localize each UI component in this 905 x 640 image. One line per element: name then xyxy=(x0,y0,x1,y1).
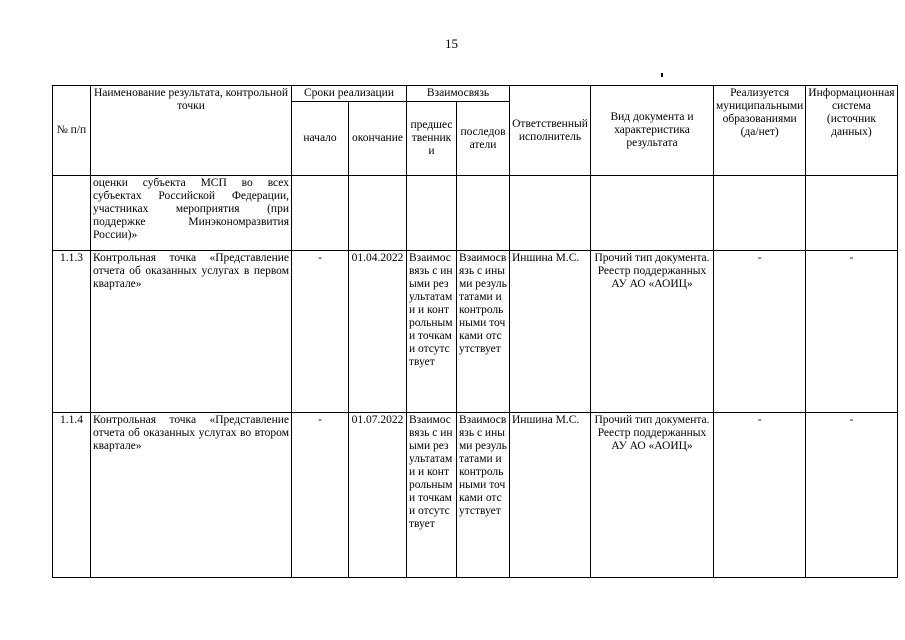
header-row-1 xyxy=(53,86,898,102)
row-successors: Взаимосвязь с иными результатами и контрольными точками отсутствует xyxy=(457,413,510,578)
row-number: 1.1.3 xyxy=(53,251,91,413)
row-end: 01.07.2022 xyxy=(349,413,407,578)
header-resp: Ответственный исполнитель xyxy=(510,86,591,176)
header-muni: Реализуется муниципальными образованиями (да/нет) xyxy=(714,86,806,176)
header-name: Наименование результата, контрольной точки xyxy=(91,86,292,176)
row-successors: Взаимосвязь с иными результатами и контрольными точками отсутствует xyxy=(457,251,510,413)
header-terms: Сроки реализации xyxy=(292,86,407,102)
cell-empty xyxy=(457,176,510,251)
header-start: начало xyxy=(292,102,349,176)
results-table xyxy=(52,85,898,578)
continuation-row xyxy=(53,176,898,251)
row-predecessors: Взаимосвязь с иными результатами и контрольными точками отсутствует xyxy=(407,413,457,578)
row-info-system: - xyxy=(806,251,897,413)
row-number: 1.1.4 xyxy=(53,413,91,578)
cell-empty xyxy=(806,176,897,251)
header-next: последователи xyxy=(457,102,510,176)
row-document: Прочий тип документа. Реестр поддержанных АУ АО «АОИЦ» xyxy=(591,413,714,578)
header-info: Информационная система (источник данных) xyxy=(806,86,897,176)
row-start: - xyxy=(292,251,349,413)
header-prev: предшественники xyxy=(407,102,457,176)
cell-empty xyxy=(510,176,591,251)
cell-empty xyxy=(714,176,806,251)
table-row xyxy=(53,413,898,578)
row-responsible: Иншина М.С. xyxy=(510,413,591,578)
row-responsible: Иншина М.С. xyxy=(510,251,591,413)
row-municipal: - xyxy=(714,413,806,578)
row-end: 01.04.2022 xyxy=(349,251,407,413)
row-municipal: - xyxy=(714,251,806,413)
row-info-system: - xyxy=(806,413,897,578)
cell-empty xyxy=(349,176,407,251)
row-document: Прочий тип документа. Реестр поддержанных АУ АО «АОИЦ» xyxy=(591,251,714,413)
cell-empty xyxy=(407,176,457,251)
row-start: - xyxy=(292,413,349,578)
page-number: 15 xyxy=(445,36,458,51)
scan-mark xyxy=(661,73,663,77)
row-name: Контрольная точка «Представление отчета об оказанных услугах в первом квартале» xyxy=(91,251,292,413)
header-links: Взаимосвязь xyxy=(407,86,510,102)
header-doc: Вид документа и характеристика результата xyxy=(591,86,714,176)
row-name: Контрольная точка «Представление отчета об оказанных услугах во втором квартале» xyxy=(91,413,292,578)
cell-empty xyxy=(53,176,91,251)
row-predecessors: Взаимосвязь с иными результатами и контрольными точками отсутствует xyxy=(407,251,457,413)
header-num: № п/п xyxy=(53,86,91,176)
header-end: окончание xyxy=(349,102,407,176)
cell-empty xyxy=(292,176,349,251)
cell-empty xyxy=(591,176,714,251)
continuation-text: оценки субъекта МСП во всех субъектах Российской Федерации, участниках мероприятия (при поддержке Минэкономразвития России)» xyxy=(91,176,292,251)
table-row xyxy=(53,251,898,413)
